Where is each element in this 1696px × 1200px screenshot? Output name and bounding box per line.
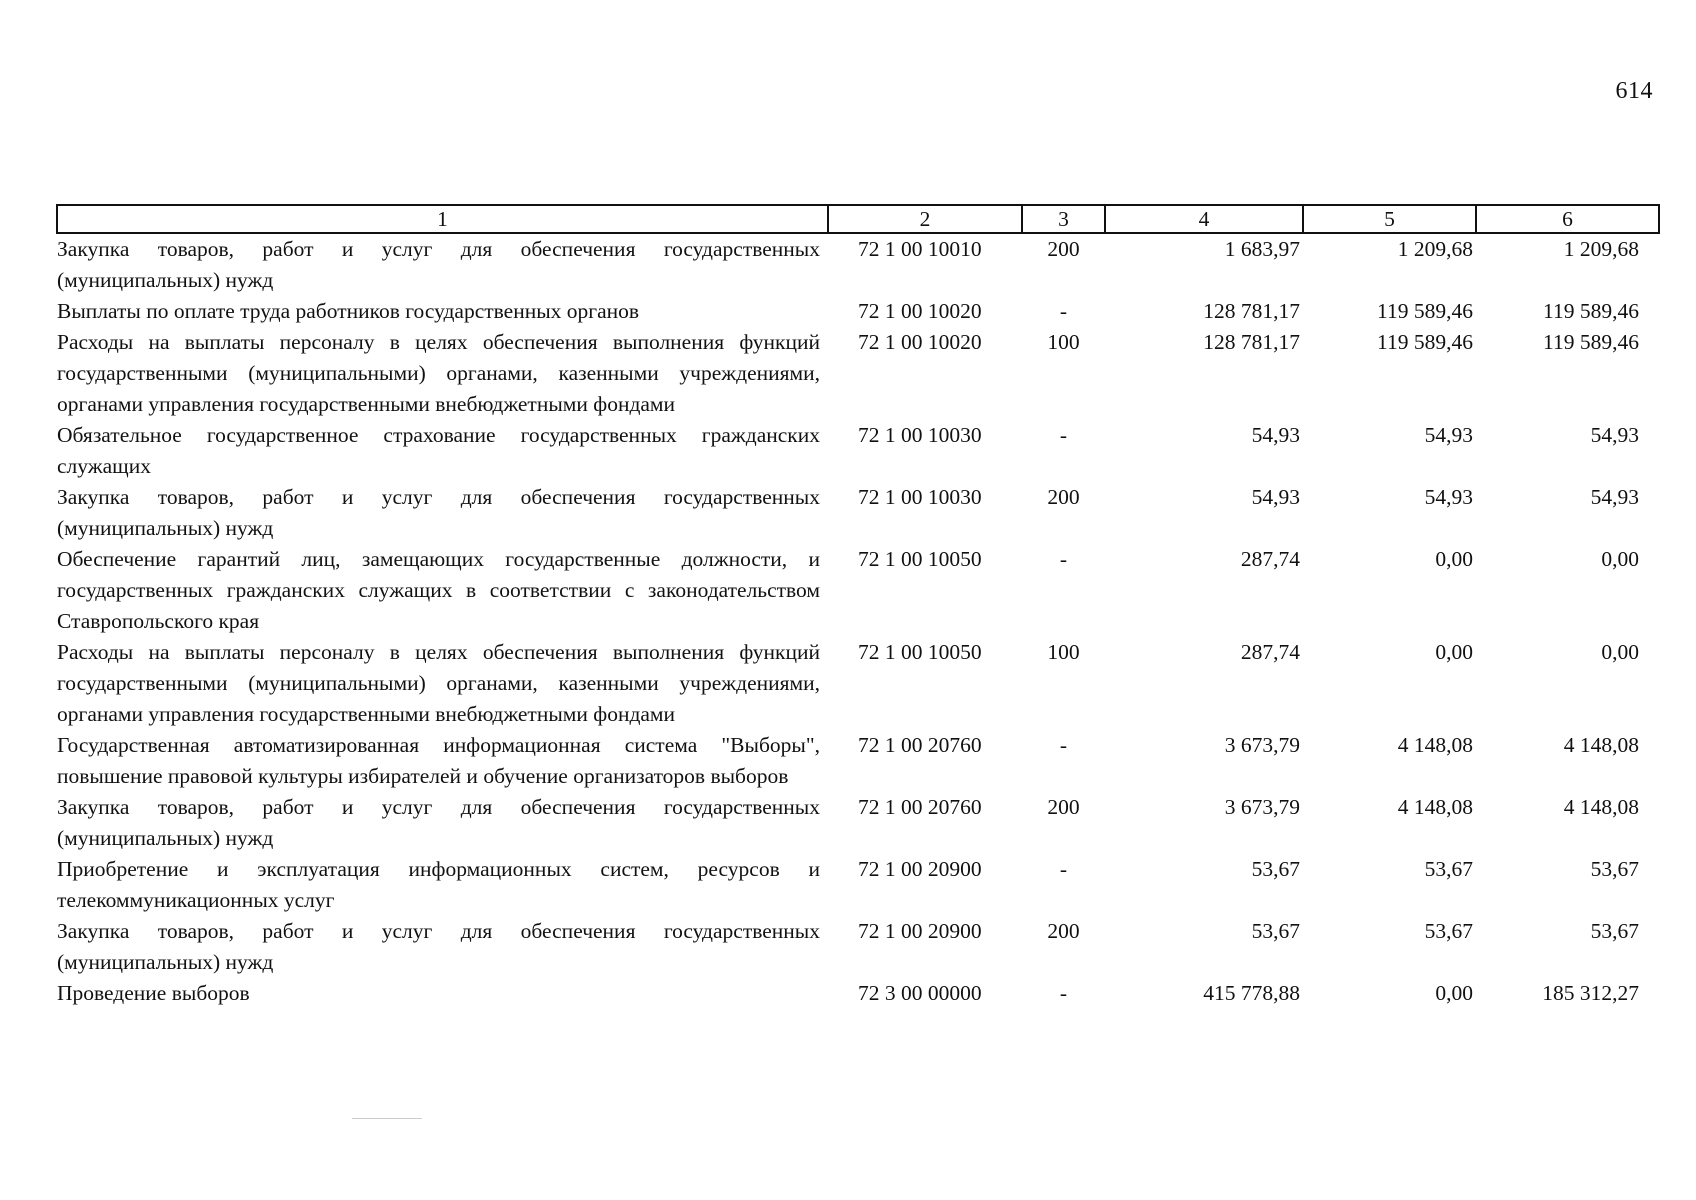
expense-type-code: 200	[1047, 795, 1080, 819]
expense-name: Приобретение и эксплуатация информационных систем, ресурсов и телекоммуникационных услуг	[57, 857, 820, 912]
expense-type-code: 200	[1047, 237, 1080, 261]
expense-type-code: 200	[1047, 919, 1080, 943]
expense-name: Закупка товаров, работ и услуг для обеспечения государственных (муниципальных) нужд	[57, 795, 820, 850]
amount-col-6: 4 148,08	[1563, 733, 1639, 757]
expense-name: Проведение выборов	[57, 981, 250, 1005]
table-row	[57, 916, 1659, 978]
expense-type-code: 100	[1047, 640, 1080, 664]
column-header-5: 5	[1303, 205, 1476, 233]
amount-col-5: 0,00	[1435, 640, 1473, 664]
column-header-6: 6	[1476, 205, 1659, 233]
target-article-code: 72 1 00 10050	[858, 547, 982, 571]
amount-col-6: 185 312,27	[1542, 981, 1639, 1005]
header-row	[57, 205, 1659, 233]
amount-col-5: 119 589,46	[1377, 330, 1473, 354]
expense-name: Обязательное государственное страхование государственных гражданских служащих	[57, 423, 820, 478]
amount-col-6: 0,00	[1601, 640, 1639, 664]
table-row	[57, 544, 1659, 637]
table-body	[57, 233, 1659, 1009]
expense-type-code: -	[1059, 299, 1068, 323]
target-article-code: 72 1 00 10010	[858, 237, 982, 261]
amount-col-4: 128 781,17	[1203, 330, 1300, 354]
amount-col-5: 0,00	[1435, 981, 1473, 1005]
target-article-code: 72 1 00 10050	[858, 640, 982, 664]
target-article-code: 72 1 00 10030	[858, 485, 982, 509]
expense-type-code: -	[1059, 857, 1068, 881]
amount-col-5: 4 148,08	[1397, 795, 1473, 819]
amount-col-6: 54,93	[1590, 485, 1639, 509]
amount-col-4: 415 778,88	[1203, 981, 1300, 1005]
amount-col-6: 53,67	[1590, 919, 1639, 943]
table-row	[57, 854, 1659, 916]
amount-col-5: 119 589,46	[1377, 299, 1473, 323]
table-row	[57, 296, 1659, 327]
expense-name: Расходы на выплаты персоналу в целях обеспечения выполнения функций государственными (муниципальными) органами, казенными учреждениями, органами управления государственными внебюджетными фондами	[57, 330, 820, 416]
amount-col-4: 54,93	[1251, 485, 1300, 509]
table-row	[57, 327, 1659, 420]
amount-col-4: 53,67	[1251, 919, 1300, 943]
amount-col-5: 1 209,68	[1397, 237, 1473, 261]
expense-name: Закупка товаров, работ и услуг для обеспечения государственных (муниципальных) нужд	[57, 237, 820, 292]
column-header-1: 1	[57, 205, 828, 233]
table-header	[57, 205, 1659, 233]
amount-col-4: 287,74	[1240, 547, 1300, 571]
table-row	[57, 730, 1659, 792]
target-article-code: 72 1 00 10020	[858, 330, 982, 354]
amount-col-6: 1 209,68	[1563, 237, 1639, 261]
amount-col-4: 128 781,17	[1203, 299, 1300, 323]
target-article-code: 72 1 00 10020	[858, 299, 982, 323]
target-article-code: 72 3 00 00000	[858, 981, 982, 1005]
table-row	[57, 637, 1659, 730]
expense-type-code: 200	[1047, 485, 1080, 509]
budget-table	[56, 204, 1660, 1009]
page-number: 614	[1615, 78, 1653, 104]
amount-col-6: 53,67	[1590, 857, 1639, 881]
amount-col-6: 119 589,46	[1543, 330, 1639, 354]
expense-name: Выплаты по оплате труда работников государственных органов	[57, 299, 640, 323]
amount-col-4: 1 683,97	[1224, 237, 1300, 261]
expense-type-code: -	[1059, 547, 1068, 571]
expense-name: Закупка товаров, работ и услуг для обеспечения государственных (муниципальных) нужд	[57, 919, 820, 974]
table-row	[57, 482, 1659, 544]
column-header-2: 2	[828, 205, 1022, 233]
amount-col-5: 0,00	[1435, 547, 1473, 571]
amount-col-5: 53,67	[1424, 857, 1473, 881]
amount-col-5: 53,67	[1424, 919, 1473, 943]
amount-col-5: 54,93	[1424, 423, 1473, 447]
target-article-code: 72 1 00 20900	[858, 857, 982, 881]
amount-col-4: 54,93	[1251, 423, 1300, 447]
table-row	[57, 420, 1659, 482]
amount-col-6: 119 589,46	[1543, 299, 1639, 323]
expense-name: Расходы на выплаты персоналу в целях обеспечения выполнения функций государственными (муниципальными) органами, казенными учреждениями, органами управления государственными внебюджетными фондами	[57, 640, 820, 726]
table-row	[57, 233, 1659, 296]
amount-col-5: 4 148,08	[1397, 733, 1473, 757]
expense-type-code: -	[1059, 423, 1068, 447]
expense-type-code: -	[1059, 733, 1068, 757]
amount-col-6: 54,93	[1590, 423, 1639, 447]
column-header-4: 4	[1105, 205, 1303, 233]
table-row	[57, 978, 1659, 1009]
amount-col-6: 0,00	[1601, 547, 1639, 571]
amount-col-5: 54,93	[1424, 485, 1473, 509]
target-article-code: 72 1 00 10030	[858, 423, 982, 447]
target-article-code: 72 1 00 20900	[858, 919, 982, 943]
amount-col-4: 53,67	[1251, 857, 1300, 881]
expense-type-code: -	[1059, 981, 1068, 1005]
expense-name: Обеспечение гарантий лиц, замещающих государственные должности, и государственных гражданских служащих в соответствии с законодательством Ставропольского края	[57, 547, 820, 633]
amount-col-4: 287,74	[1240, 640, 1300, 664]
target-article-code: 72 1 00 20760	[858, 733, 982, 757]
amount-col-4: 3 673,79	[1224, 733, 1300, 757]
column-header-3: 3	[1022, 205, 1105, 233]
amount-col-4: 3 673,79	[1224, 795, 1300, 819]
amount-col-6: 4 148,08	[1563, 795, 1639, 819]
expense-type-code: 100	[1047, 330, 1080, 354]
expense-name: Закупка товаров, работ и услуг для обеспечения государственных (муниципальных) нужд	[57, 485, 820, 540]
expense-name: Государственная автоматизированная информационная система "Выборы", повышение правовой культуры избирателей и обучение организаторов выборов	[57, 733, 820, 788]
table-row	[57, 792, 1659, 854]
scan-artifact-line	[352, 1118, 422, 1119]
target-article-code: 72 1 00 20760	[858, 795, 982, 819]
